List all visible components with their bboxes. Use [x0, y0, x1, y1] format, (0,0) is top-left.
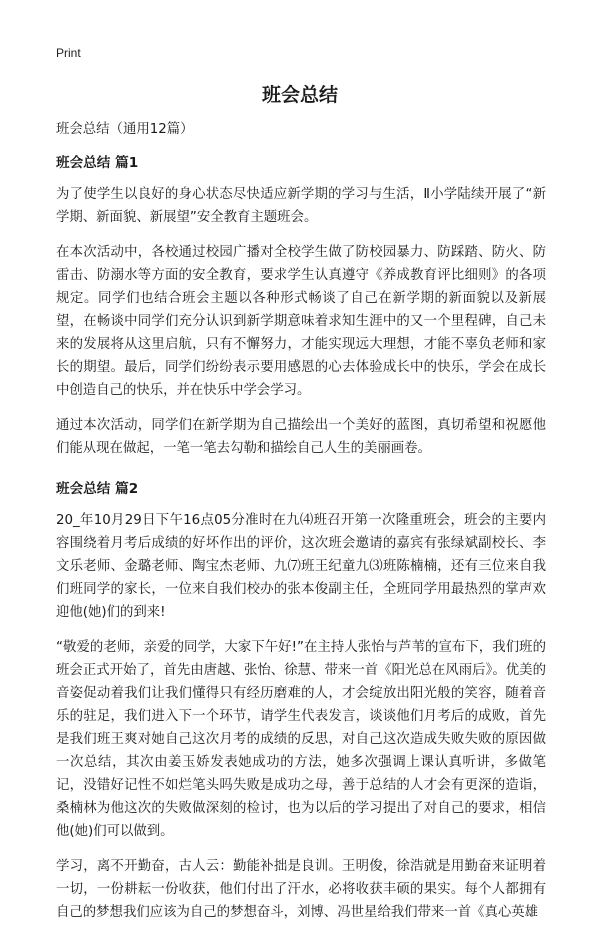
page-title: 班会总结 — [261, 84, 338, 106]
print-link[interactable]: Print — [56, 46, 81, 60]
section-heading: 班会总结 篇2 — [56, 481, 139, 497]
paragraph: 20_年10月29日下午16点05分准时在九⑷班召开第一次隆重班会，班会的主要内容围绕着月考后成绩的好坏作出的评价，这次班会邀请的嘉宾有张绿斌副校长、李文乐老师、金璐老师、陶宝杰老师、九⑺班王纪童九⑶班陈楠楠，还有三位来自我们班同学的家长，一位来自我们校办的张本俊副主任，全班同学用最热烈的掌声欢迎他(她)们的到来! — [56, 513, 546, 620]
section-1 — [56, 152, 546, 460]
paragraph: 在本次活动中，各校通过校园广播对全校学生做了防校园暴力、防踩踏、防火、防雷击、防溺水等方面的安全教育，要求学生认真遵守《养成教育评比细则》的各项规定。同学们也结合班会主题以各种形式畅谈了自己在新学期的新面貌以及新展望，在畅谈中同学们充分认识到新学期意味着求知生涯中的又一个里程碑，自己未来的发展将从这里启航，只有不懈努力，才能实现远大理想，才能不辜负老师和家长的期望。最后，同学们纷纷表示要用感恩的心去体验成长中的快乐，学会在成长中创造自己的快乐，并在快乐中学会学习。 — [56, 245, 546, 398]
paragraph: “敬爱的老师，亲爱的同学，大家下午好!”在主持人张怡与芦苇的宣布下，我们班的班会正式开始了，首先由唐越、张怡、徐慧、带来一首《阳光总在风雨后》。优美的音姿促动着我们让我们懂得只有经历磨难的人，才会绽放出阳光般的笑容，随着音乐的驻足，我们进入下一个环节，请学生代表发言，谈谈他们月考后的成败，首先是我们班王爽对她自己这次月考的成绩的反思，对自己这次造成失败失败的原因做一次总结，其次由姜玉娇发表她成功的方法，她多次强调上课认真听讲，多做笔记，没错好记性不如烂笔头吗失败是成功之母，善于总结的人才会有更深的造诣，桑楠林为他这次的失败做深刻的检讨，也为以后的学习提出了对自己的要求，相信他(她)们可以做到。 — [56, 640, 546, 839]
section-heading: 班会总结 篇1 — [56, 155, 139, 171]
paragraph: 通过本次活动，同学们在新学期为自己描绘出一个美好的蓝图，真切希望和祝愿他们能从现在做起，一笔一笔去勾勒和描绘自己人生的美丽画卷。 — [56, 418, 546, 456]
paragraph: 学习，离不开勤奋，古人云：勤能补拙是良训。王明俊，徐浩就是用勤奋来证明着一切，一份耕耘一份收获，他们付出了汗水，必将收获丰硕的果实。每个人都拥有自己的梦想我们应该为自己的梦想奋斗，刘博、冯世星给我们带来一首《真心英雄 — [56, 859, 546, 920]
document-body — [56, 118, 546, 936]
section-2 — [56, 478, 546, 924]
paragraph: 为了使学生以良好的身心状态尽快适应新学期的学习与生活，Ⅱ小学陆续开展了“新学期、新面貌、新展望”安全教育主题班会。 — [56, 187, 546, 225]
document-subtitle: 班会总结（通用12篇） — [56, 122, 194, 137]
